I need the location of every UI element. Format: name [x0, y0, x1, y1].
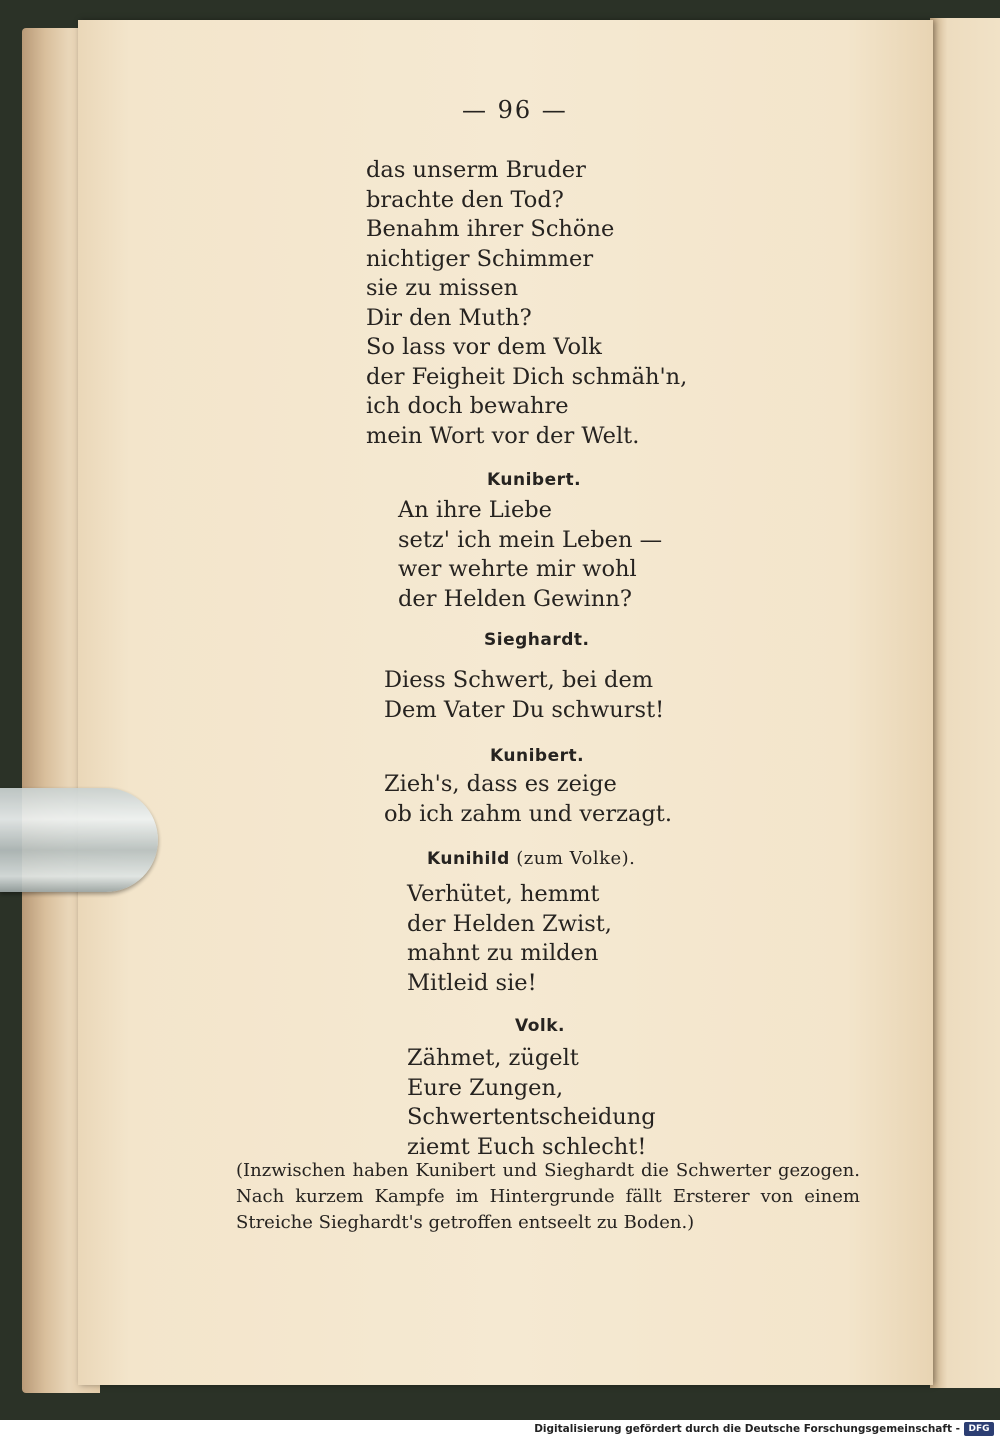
verse-line: ziemt Euch schlecht!	[407, 1133, 647, 1160]
speaker-heading	[427, 848, 635, 869]
verse-line: So lass vor dem Volk	[366, 334, 602, 360]
verse-line: Zieh's, dass es zeige	[384, 771, 617, 797]
verse-line: Verhütet, hemmt	[407, 881, 600, 907]
verse-line: ich doch bewahre	[366, 393, 569, 419]
speaker-name: Kunihild	[427, 849, 510, 869]
verse-block-4	[384, 770, 672, 829]
funding-notice: Digitalisierung gefördert durch die Deutsche Forschungsgemeinschaft -	[534, 1423, 960, 1435]
speaker-name: Kunibert.	[490, 746, 585, 766]
right-page	[930, 18, 1000, 1388]
verse-line: Dir den Muth?	[366, 304, 532, 331]
verse-block-5	[407, 880, 612, 998]
verse-line: das unserm Bruder	[366, 157, 586, 183]
verse-line: nichtiger Schimmer	[366, 245, 594, 272]
dfg-logo-icon: DFG	[964, 1422, 994, 1436]
footer-bar	[0, 1420, 1000, 1439]
verse-line: Schwertentscheidung	[407, 1104, 656, 1130]
verse-line: An ihre Liebe	[398, 497, 552, 523]
verse-line: ob ich zahm und verzagt.	[384, 800, 672, 827]
stage-direction: (Inzwischen haben Kunibert und Sieghardt die Schwerter gezogen. Nach kurzem Kampfe im Hintergrunde fällt Ersterer von einem Streiche Sieghardt's getroffen entseelt zu Boden.)	[236, 1160, 860, 1233]
verse-line: Eure Zungen,	[407, 1074, 564, 1101]
verse-block-2	[398, 496, 662, 614]
speaker-name: Volk.	[515, 1016, 565, 1036]
speaker-name: Sieghardt.	[484, 630, 590, 650]
verse-block-1	[366, 156, 687, 451]
verse-line: der Helden Zwist,	[407, 910, 612, 937]
verse-line: der Helden Gewinn?	[398, 585, 632, 612]
verse-line: mahnt zu milden	[407, 940, 599, 966]
verse-block-6	[407, 1044, 656, 1162]
verse-line: sie zu missen	[366, 275, 519, 301]
verse-line: Dem Vater Du schwurst!	[384, 696, 665, 723]
speaker-name: Kunibert.	[487, 470, 582, 490]
verse-line: Benahm ihrer Schöne	[366, 216, 615, 242]
stage-direction-inline: (zum Volke).	[516, 848, 636, 869]
verse-line: Mitleid sie!	[407, 969, 537, 996]
verse-line: setz' ich mein Leben —	[398, 526, 663, 553]
page-number: — 96 —	[462, 96, 568, 124]
verse-block-3	[384, 666, 664, 725]
verse-line: Zähmet, zügelt	[407, 1045, 579, 1071]
verse-line: Diess Schwert, bei dem	[384, 667, 654, 693]
verse-line: brachte den Tod?	[366, 186, 564, 213]
verse-line: der Feigheit Dich schmäh'n,	[366, 363, 688, 390]
page-clip	[0, 788, 158, 892]
verse-line: wer wehrte mir wohl	[398, 556, 637, 582]
verse-line: mein Wort vor der Welt.	[366, 422, 640, 449]
